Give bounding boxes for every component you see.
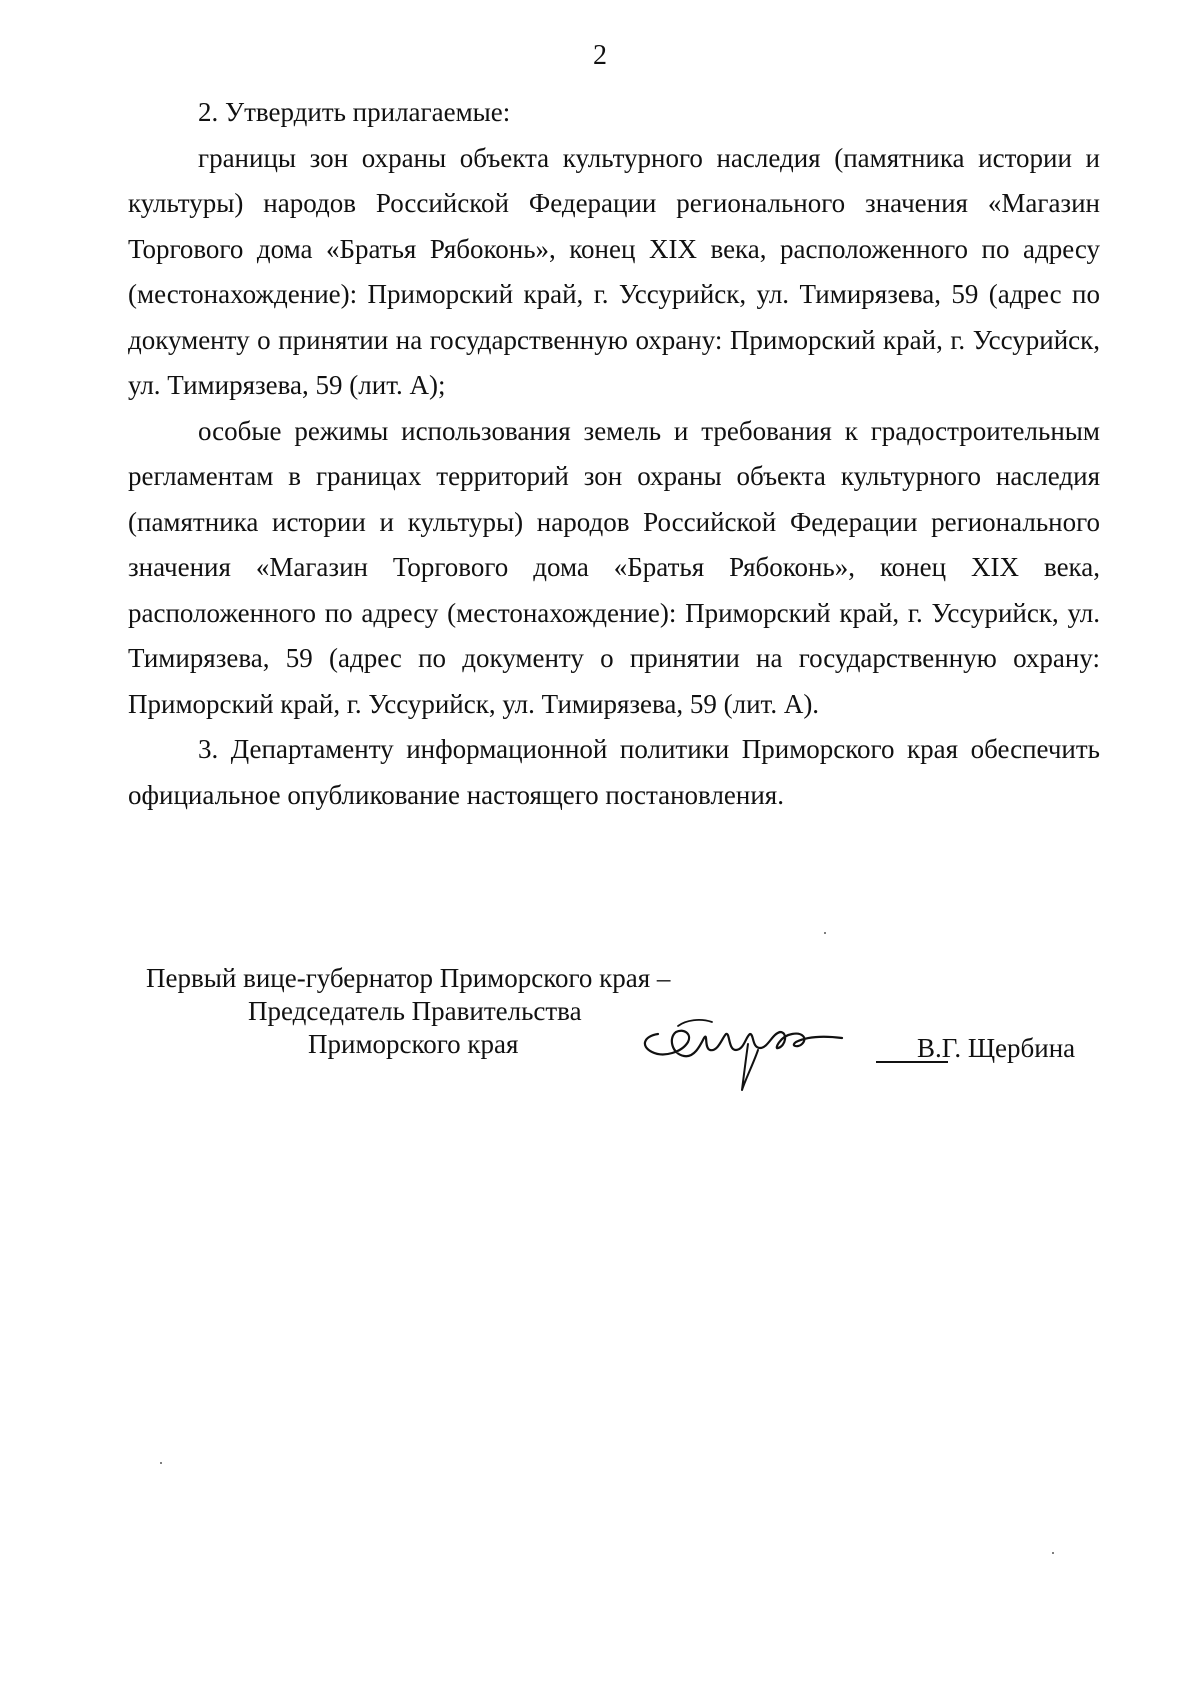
signature-block — [128, 962, 1100, 1102]
paragraph-publication-order: 3. Департаменту информационной политики Приморского края обеспечить официальное опубликование настоящего постановления. — [128, 734, 1100, 810]
signer-position-line1: Первый вице-губернатор Приморского края – — [146, 963, 671, 993]
paragraph-protection-zone-boundaries: границы зон охраны объекта культурного наследия (памятника истории и культуры) народов Российской Федерации регионального значения «Магазин Торгового дома «Братья Рябоконь», конец XIX века, расположенного по адресу (местонахождение): Приморский край, г. Уссурийск, ул. Тимирязева, 59 (адрес по документу о принятии на государственную охрану: Приморский край, г. Уссурийск, ул. Тимирязева, 59 (лит. А); — [128, 142, 1100, 400]
signer-name: В.Г. Щербина — [917, 1033, 1076, 1063]
page-number: 2 — [593, 40, 607, 71]
scan-speck — [824, 932, 826, 934]
signer-position-line3: Приморского края — [308, 1029, 519, 1059]
paragraph-approve-heading: 2. Утвердить прилагаемые: — [198, 97, 511, 127]
document-body — [128, 90, 1100, 818]
scan-speck — [1052, 1552, 1054, 1554]
handwritten-signature — [630, 992, 860, 1102]
paragraph-land-use-regimes: особые режимы использования земель и требования к градостроительным регламентам в границах территорий зон охраны объекта культурного наследия (памятника истории и культуры) народов Российской Федерации регионального значения «Магазин Торгового дома «Братья Рябоконь», конец XIX века, расположенного по адресу (местонахождение): Приморский край, г. Уссурийск, ул. Тимирязева, 59 (адрес по документу о принятии на государственную охрану: Приморский край, г. Уссурийск, ул. Тимирязева, 59 (лит. А). — [128, 415, 1100, 719]
signer-position-line2: Председатель Правительства — [248, 996, 582, 1026]
scan-speck — [160, 1462, 162, 1464]
